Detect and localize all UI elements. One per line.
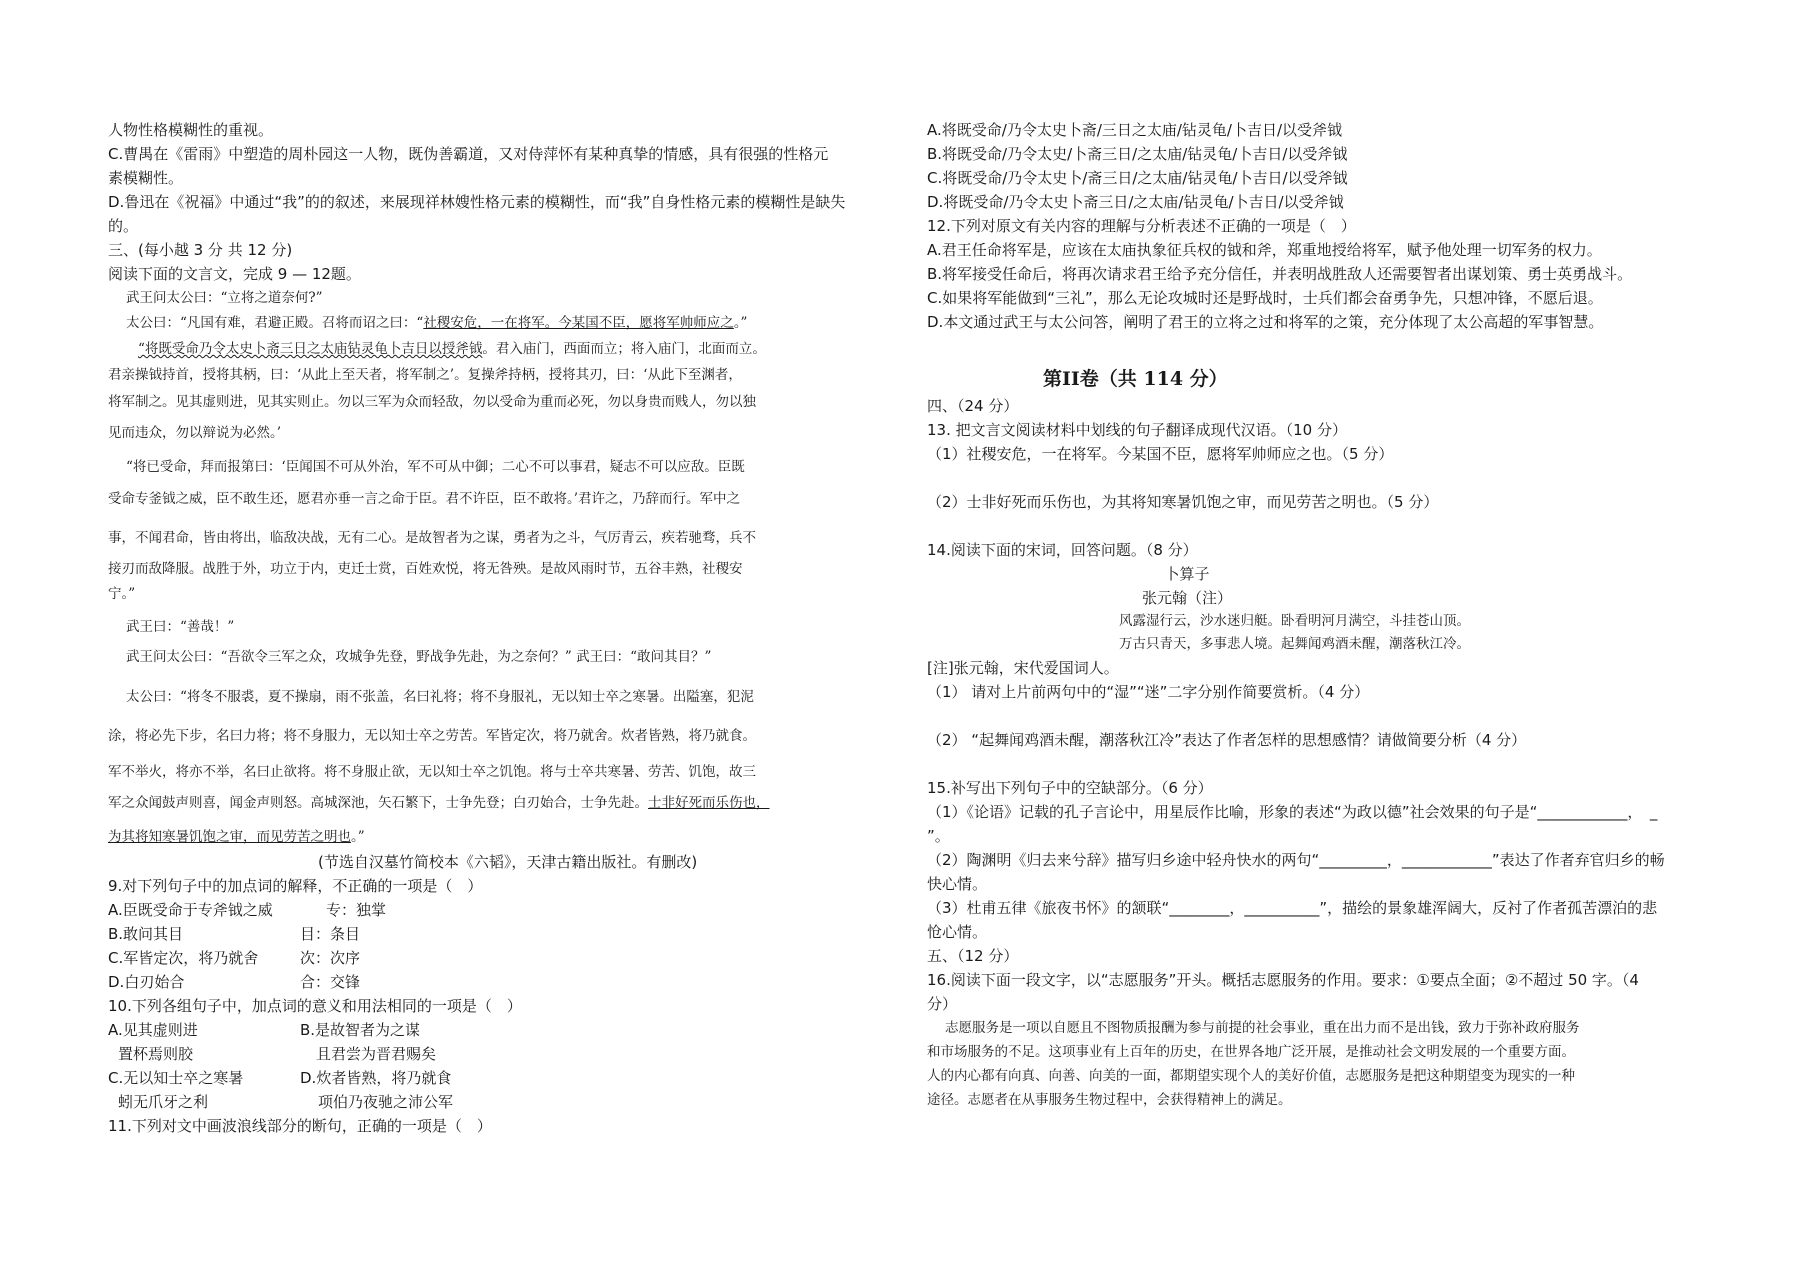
passage-line: 君亲操钺持首，授将其柄，曰：‘从此上至天者，将军制之’。复操斧持柄，授将其刃，曰：‘从此下至渊者，: [108, 367, 742, 383]
option-text: 项伯乃夜驰之沛公军: [318, 1093, 454, 1111]
question-11: 11.下列对文中画波浪线部分的断句，正确的一项是（ ）: [108, 1117, 492, 1135]
option-gloss: 次：次序: [300, 949, 361, 967]
passage-line: 武王问太公曰：“吾欲令三军之众，攻城争先登，野战争先赴，为之奈何？” 武王曰：“敢问其目？”: [126, 649, 712, 665]
option-text: D.白刃始合: [108, 973, 185, 991]
option-text: D.炊者皆熟，将乃就食: [300, 1069, 452, 1087]
question-16: 16.阅读下面一段文字，以“志愿服务”开头。概括志愿服务的作用。要求：①要点全面；②不超过 50 字。（4: [927, 971, 1639, 989]
passage-line: 太公曰：“将冬不服裘，夏不操扇，雨不张盖，名曰礼将；将不身服礼，无以知士卒之寒暑。出隘塞，犯泥: [126, 689, 754, 705]
passage-line: [108, 336, 908, 362]
text-line: 人物性格模糊性的重视。: [108, 121, 274, 139]
section-three-heading: 三、(每小越 3 分 共 12 分): [108, 241, 293, 259]
q15-part-3: （3）杜甫五律《旅夜书怀》的颔联“________，__________”，描绘的景象雄浑阔大，反衬了作者孤苦漂泊的悲: [927, 899, 1658, 917]
passage-line: 接刃而敌降服。战胜于外，功立于内，吏迁士赏，百姓欢悦，将无咎殃。是故风雨时节，五谷丰熟，社稷安: [108, 561, 743, 577]
q11-option-d: D.将既受命/乃令太史卜斋三日/之太庙/钻灵龟/卜吉日/以受斧钺: [927, 193, 1344, 211]
passage-line: 武王曰：“善哉！”: [126, 619, 235, 635]
q9-option-b: [108, 922, 908, 946]
q12-option-d: D.本文通过武王与太公问答，阐明了君王的立将之过和将军的之策，充分体现了太公高超的军事智慧。: [927, 313, 1604, 331]
passage-text: 太公曰：“凡国有难，君避正殿。召将而诏之曰：“: [126, 315, 424, 331]
option-text: B.敢问其目: [108, 925, 184, 943]
q13-part-1: （1）社稷安危，一在将军。今某国不臣，愿将军帅师应之也。（5 分）: [927, 445, 1394, 463]
q10-row: [108, 1042, 908, 1066]
passage-line: 受命专釜钺之威，臣不敢生还，愿君亦垂一言之命于臣。君不许臣，臣不敢将。’君许之，乃辞而行。军中之: [108, 491, 741, 507]
question-10: 10.下列各组句子中，加点词的意义和用法相同的一项是（ ）: [108, 997, 522, 1015]
question-14: 14.阅读下面的宋词，回答问题。（8 分）: [927, 541, 1198, 559]
underlined-sentence-2-cont: 为其将知寒暑饥饱之审，而见劳苦之明也: [108, 829, 351, 845]
q15-part-1-cont: ”。: [927, 827, 950, 845]
left-column: [108, 118, 908, 1138]
q11-option-c: C.将既受命/乃令太史卜/斋三日/之太庙/钻灵龟/卜吉日/以受斧钺: [927, 169, 1348, 187]
option-text: B.是故智者为之谋: [300, 1021, 421, 1039]
poem-line-2: 万古只青天，多事悲人境。起舞闻鸡酒未醒，潮落秋江冷。: [1119, 636, 1470, 652]
option-gloss: 合：交锋: [300, 973, 361, 991]
q11-option-b: B.将既受命/乃令太史/卜斋三日/之太庙/钻灵龟/卜吉日/以受斧钺: [927, 145, 1348, 163]
q9-option-d: [108, 970, 908, 994]
text-line: 素模糊性。: [108, 169, 184, 187]
q14-part-1: （1） 请对上片前两句中的“湿”“迷”二字分别作简要赏析。（4 分）: [927, 683, 1370, 701]
q9-option-c: [108, 946, 908, 970]
option-text: A.臣既受命于专斧钺之威: [108, 901, 273, 919]
volunteer-passage-line: 和市场服务的不足。这项事业有上百年的历史，在世界各地广泛开展，是推动社会文明发展的一个重要方面。: [927, 1044, 1575, 1060]
question-9: 9.对下列句子中的加点词的解释，不正确的一项是（ ）: [108, 877, 483, 895]
passage-text: 。”: [733, 315, 748, 331]
passage-line: 武王问太公曰：“立将之道奈何?”: [126, 290, 323, 306]
section-four-heading: 四、（24 分）: [927, 397, 1019, 415]
q12-option-a: A.君王任命将军是，应该在太庙执象征兵权的钺和斧，郑重地授给将军，赋予他处理一切军务的权力。: [927, 241, 1602, 259]
passage-text: 军之众闻鼓声则喜，闻金声则怒。高城深池，矢石繁下，士争先登；白刃始合，士争先赴。: [108, 795, 648, 811]
q14-part-2: （2） “起舞闻鸡酒未醒，潮落秋江冷”表达了作者怎样的思想感情？请做简要分析（4 分）: [927, 731, 1527, 749]
text-line: 的。: [108, 217, 139, 235]
volunteer-passage-line: 途径。志愿者在从事服务生物过程中，会获得精神上的满足。: [927, 1092, 1292, 1108]
question-13: 13. 把文言文阅读材料中划线的句子翻译成现代汉语。（10 分）: [927, 421, 1347, 439]
poem-title: 卜算子: [1164, 565, 1210, 583]
q15-part-3-cont: 怆心情。: [927, 923, 988, 941]
option-text: C.军皆定次，将乃就舍: [108, 949, 259, 967]
reading-instruction: 阅读下面的文言文，完成 9 — 12题。: [108, 265, 361, 283]
q10-row: [108, 1090, 908, 1114]
q10-row: [108, 1018, 908, 1042]
option-text: 蚓无爪牙之利: [118, 1093, 209, 1111]
passage-line: 涂，将必先下步，名曰力将；将不身服力，无以知士卒之劳苦。军皆定次，将乃就舍。炊者皆熟，将乃就食。: [108, 728, 756, 744]
question-15: 15.补写出下列句子中的空缺部分。（6 分）: [927, 779, 1213, 797]
q9-option-a: [108, 898, 908, 922]
passage-line: 见而违众，勿以辩说为必然。’: [108, 425, 282, 441]
q13-part-2: （2）士非好死而乐伤也，为其将知寒暑饥饱之审，而见劳苦之明也。（5 分）: [927, 493, 1439, 511]
poem-author: 张元翰（注）: [1141, 589, 1232, 607]
section-five-heading: 五、（12 分）: [927, 947, 1019, 965]
option-text: C.无以知士卒之寒暑: [108, 1069, 244, 1087]
poem-line-1: 风露湿行云，沙水迷归艇。卧看明河月满空，斗挂苍山顶。: [1119, 613, 1470, 629]
option-d-line: D.鲁迅在《祝福》中通过“我”的的叙述，来展现祥林嫂性格元素的模糊性，而“我”自身性格元素的模糊性是缺失: [108, 193, 846, 211]
q15-part-2: （2）陶渊明《归去来兮辞》描写归乡途中轻舟快水的两句“_________，____________”表达了作者弃官归乡的畅: [927, 851, 1665, 869]
passage-source: (节选自汉墓竹简校本《六韬》，天津古籍出版社。有删改): [318, 853, 698, 871]
passage-line: [108, 310, 908, 336]
volunteer-passage-line: 志愿服务是一项以自愿且不图物质报酬为参与前提的社会事业，重在出力而不是出钱，致力于弥补政府服务: [945, 1020, 1580, 1036]
question-16-cont: 分）: [927, 995, 958, 1013]
passage-line: 事，不闻君命，皆由将出，临敌决战，无有二心。是故智者为之谋，勇者为之斗，气厉青云，疾若驰骛，兵不: [108, 530, 756, 546]
passage-line: 军不举火，将亦不举，名曰止欲将。将不身服止欲，无以知士卒之饥饱。将与士卒共寒暑、劳苦、饥饱，故三: [108, 764, 756, 780]
option-text: 且君尝为晋君赐矣: [316, 1045, 437, 1063]
q12-option-b: B.将军接受任命后，将再次请求君王给予充分信任，并表明战胜敌人还需要智者出谋划策、勇士英勇战斗。: [927, 265, 1633, 283]
passage-line: “将已受命，拜而报第曰：‘臣闻国不可从外治，军不可从中御；二心不可以事君，疑志不可以应敌。臣既: [126, 459, 745, 475]
poem-note: [注]张元翰，宋代爱国词人。: [927, 659, 1119, 677]
passage-text: 。”: [351, 829, 365, 845]
q15-part-1: （1）《论语》记载的孔子言论中，用星辰作比喻，形象的表述“为政以德”社会效果的句子是“____________， _: [927, 803, 1658, 821]
passage-line: 将军制之。见其虚则进，见其实则止。勿以三军为众而轻敌，勿以受命为重而必死，勿以身贵而贱人，勿以独: [108, 394, 756, 410]
classical-passage: [108, 286, 908, 850]
q10-row: [108, 1066, 908, 1090]
passage-line: [108, 820, 908, 850]
right-column: [927, 118, 1727, 1112]
q12-option-c: C.如果将军能做到“三礼”，那么无论攻城时还是野战时，士兵们都会奋勇争先，只想冲锋，不愿后退。: [927, 289, 1603, 307]
volunteer-passage-line: 人的内心都有向真、向善、向美的一面，都期望实现个人的美好价值，志愿服务是把这种期望变为现实的一种: [927, 1068, 1575, 1084]
option-gloss: 专：独掌: [326, 901, 387, 919]
passage-line: [108, 788, 908, 820]
volume-two-title: 第II卷（共 114 分）: [1043, 368, 1228, 390]
option-text: 置杯焉则胶: [118, 1045, 194, 1063]
passage-line: 宁。”: [108, 586, 136, 602]
option-text: A.见其虚则进: [108, 1021, 198, 1039]
question-12: 12.下列对原文有关内容的理解与分析表述不正确的一项是（ ）: [927, 217, 1356, 235]
option-c-line: C.曹禺在《雷雨》中塑造的周朴园这一人物，既伪善霸道，又对侍萍怀有某种真挚的情感，具有很强的性格元: [108, 145, 829, 163]
passage-text: 。君入庙门，西面而立；将入庙门，北面而立。: [482, 341, 766, 357]
q11-option-a: A.将既受命/乃令太史卜斋/三日之太庙/钻灵龟/卜吉日/以受斧钺: [927, 121, 1343, 139]
underlined-sentence-2: 士非好死而乐伤也，: [648, 795, 770, 811]
wavy-underlined-text: “将既受命乃令太史卜斋三日之太庙钻灵龟卜吉日以授斧钺: [138, 341, 483, 357]
underlined-sentence-1: 社稷安危，一在将军。今某国不臣，愿将军帅师应之: [423, 315, 734, 331]
q15-part-2-cont: 快心情。: [927, 875, 988, 893]
option-gloss: 目：条目: [300, 925, 361, 943]
